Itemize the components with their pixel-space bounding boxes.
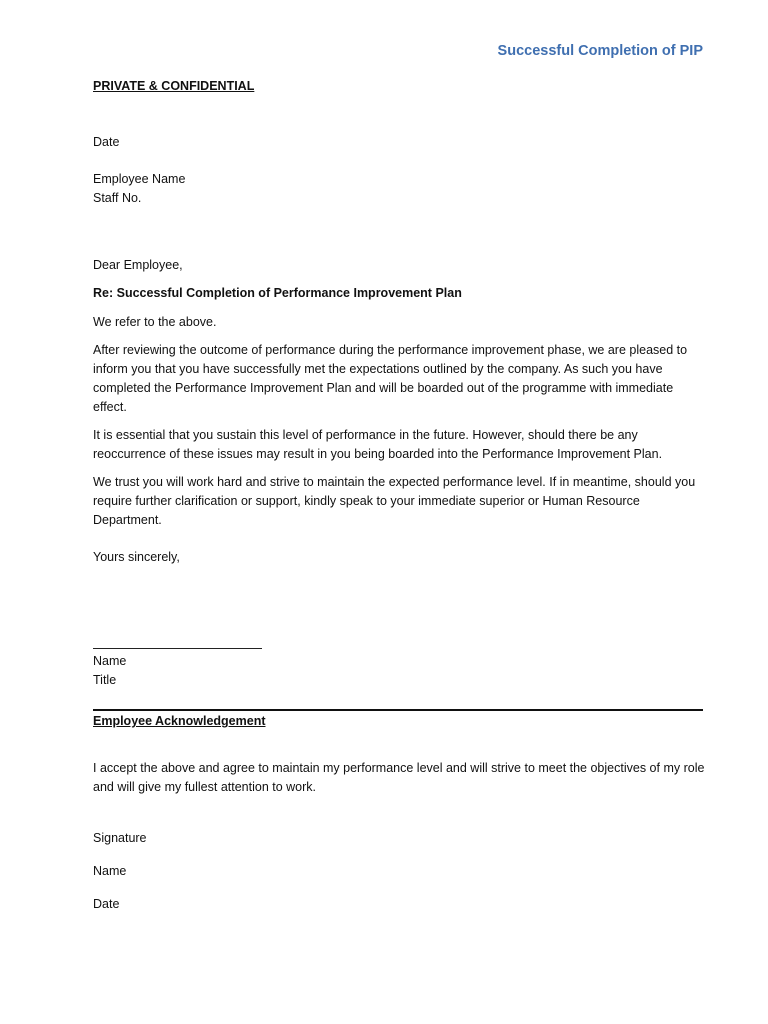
employee-name-field: Employee Name xyxy=(93,172,186,186)
acknowledgement-heading: Employee Acknowledgement xyxy=(93,714,266,728)
acknowledgement-text: I accept the above and agree to maintain my performance level and will strive to meet the objectives of my role and will give my fullest attention to work. xyxy=(93,761,705,794)
subject-line: Re: Successful Completion of Performance Improvement Plan xyxy=(93,286,462,300)
confidential-label: PRIVATE & CONFIDENTIAL xyxy=(93,79,255,93)
body-paragraph: We refer to the above. xyxy=(93,315,217,329)
acknowledgement-date-label: Date xyxy=(93,897,120,911)
body-paragraph: We trust you will work hard and strive to maintain the expected performance level. If in meantime, should you require further clarification or support, kindly speak to your immediate superior or Human Resource Department. xyxy=(93,475,696,527)
closing: Yours sincerely, xyxy=(93,550,180,564)
salutation: Dear Employee, xyxy=(93,258,183,272)
signer-title: Title xyxy=(93,673,117,687)
body-paragraph: It is essential that you sustain this level of performance in the future. However, should there be any reoccurrence of these issues may result in you being boarded into the Performance Improvement Plan. xyxy=(93,428,663,461)
signature-line xyxy=(93,648,262,649)
document-header-title: Successful Completion of PIP xyxy=(497,43,703,59)
staff-no-field: Staff No. xyxy=(93,191,142,205)
section-divider xyxy=(93,709,703,711)
body-paragraph: After reviewing the outcome of performance during the performance improvement phase, we are pleased to inform you that you have successfully met the expectations outlined by the company. As such you have completed the Performance Improvement Plan and will be boarded out of the programme with immediate effect. xyxy=(93,343,688,414)
acknowledgement-signature-label: Signature xyxy=(93,831,147,845)
date-field: Date xyxy=(93,135,120,149)
acknowledgement-name-label: Name xyxy=(93,864,127,878)
signer-name: Name xyxy=(93,654,127,668)
